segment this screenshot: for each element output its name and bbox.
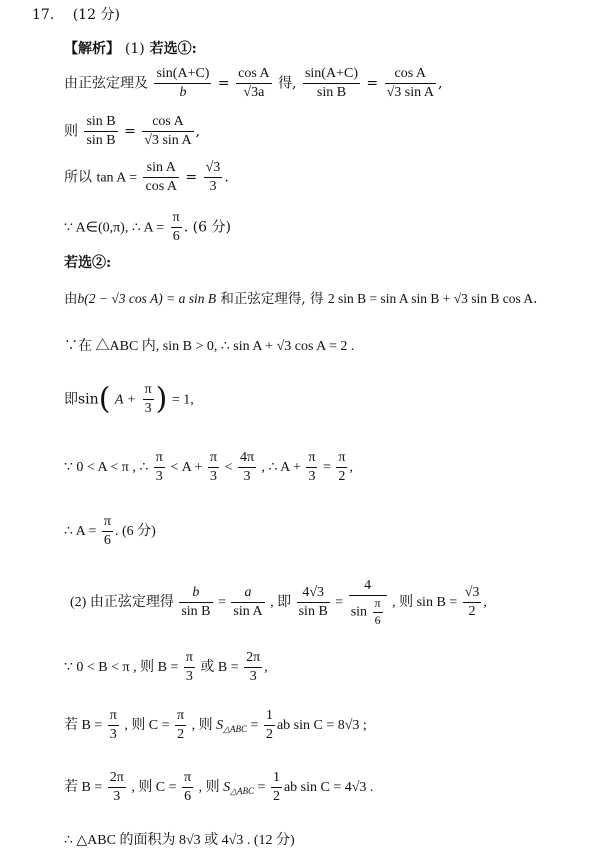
frac-den: sin B <box>298 604 328 620</box>
equation-line-3: 所以 tan A = $\frac{\text{sin A}}{\text{cos A}}$ = $\frac{√3}{3}$ . <box>64 160 229 195</box>
frac-num: π <box>102 514 113 532</box>
frac-den: 3 <box>210 469 217 485</box>
frac-num: sin(A+C) <box>154 66 211 84</box>
choose-1-label: 若选①: <box>149 41 197 57</box>
text: = 1, <box>171 392 194 408</box>
frac-num: π <box>184 650 195 668</box>
frac-den: b <box>179 85 187 101</box>
text: . (6 分) <box>183 219 231 236</box>
text: 若 B = <box>64 717 103 733</box>
frac-num: π <box>373 597 383 613</box>
frac-den: cos A <box>145 179 177 195</box>
frac-den: 3 <box>155 469 163 485</box>
frac-den: 3 <box>144 401 152 417</box>
text: ∵ 0 < B < π , 则 B = <box>64 659 179 675</box>
equation-line-10: (2) 由正弦定理得 $\frac{b}{\text{sin B}}$ = $\frac{a}{\text{sin A}}$ , 即 $\frac{4√3}{\text{sin B}}$ = 4 sin $\frac{\pi}{6}$ , 则 sin B = $\frac{√3}{2}$ , <box>70 578 487 627</box>
text: , 则 C = <box>124 717 170 733</box>
frac-den: √3a <box>243 85 265 101</box>
text: 得, <box>278 75 297 92</box>
area-subscript: △ABC <box>230 785 255 796</box>
text: , <box>437 75 443 92</box>
text: 和正弦定理得, 得 <box>220 291 324 307</box>
frac-num: 1 <box>271 770 282 788</box>
text: = <box>257 779 269 795</box>
frac-num: π <box>208 450 219 468</box>
equation-line-8 <box>64 450 353 485</box>
problem-points: (12 分) <box>72 7 120 23</box>
frac-num: b <box>179 585 212 603</box>
equation-line-9 <box>64 514 156 549</box>
frac-num: 1 <box>264 708 275 726</box>
frac-den: 3 <box>249 669 257 685</box>
equation-line-5 <box>64 292 537 307</box>
frac-num: cos A <box>236 66 272 84</box>
math-text: A + <box>114 392 137 408</box>
frac-num: π <box>108 708 119 726</box>
frac-den: 6 <box>172 229 180 245</box>
text: , <box>264 659 268 675</box>
frac-den: 3 <box>243 469 251 485</box>
text: , 则 <box>191 717 213 733</box>
text: 由正弦定理及 <box>64 75 148 92</box>
frac-den: 3 <box>113 789 121 805</box>
text: 若 B = <box>64 779 103 795</box>
frac-den: 6 <box>103 533 111 549</box>
frac-den: 2 <box>177 727 185 743</box>
frac-num: π <box>171 210 182 228</box>
text: ∴ A = <box>64 523 97 539</box>
text: 即sin <box>64 391 99 408</box>
text: 由 <box>64 291 78 307</box>
choose-2-label: 若选②: <box>64 255 112 271</box>
text: ab sin C = 4√3 . <box>283 779 374 795</box>
problem-header <box>32 8 120 22</box>
frac-num: 4√3 <box>297 585 330 603</box>
frac-den: 2 <box>338 469 346 485</box>
frac-den: 2 <box>265 727 273 743</box>
frac-num: 2π <box>108 770 126 788</box>
frac-num: cos A <box>385 66 436 84</box>
text: , <box>195 123 201 140</box>
frac-den: 3 <box>109 727 117 743</box>
text: = <box>322 459 331 475</box>
frac-den: 2 <box>272 789 280 805</box>
frac-num: cos A <box>142 114 193 132</box>
text: , ∴ A + <box>261 459 301 475</box>
frac-num: π <box>154 450 165 468</box>
frac-den: sin B <box>86 133 116 149</box>
frac-num: π <box>182 770 193 788</box>
analysis-label: 【解析】 <box>64 41 120 57</box>
text: = <box>250 717 262 733</box>
frac-den: 6 <box>184 789 192 805</box>
text: , 则 C = <box>131 779 177 795</box>
text: , <box>349 459 353 475</box>
text: . <box>533 291 538 307</box>
equation-line-1: 由正弦定理及 $\frac{\sin(A+C)}{b}$ = $\frac{\text{cos A}}{√3a}$ 得, $\frac{\sin(A+C)}{\text{sin B}}$ = $\frac{\text{cos A}}{\text{√3 sin A}}$ , <box>64 66 443 101</box>
text: ∵ A∈(0,π), ∴ A = <box>64 220 165 236</box>
frac-num: √3 <box>204 160 223 178</box>
text: , 则 sin B = <box>392 595 458 611</box>
text: ∵ 0 < A < π , ∴ <box>64 459 149 475</box>
frac-num: 4π <box>238 450 256 468</box>
analysis-line <box>64 42 197 56</box>
frac-num: π <box>143 382 154 400</box>
text: 所以 <box>64 169 92 186</box>
equation-line-7: 即sin( A + $\frac{\pi}{3}$ ) = 1, <box>64 381 194 417</box>
frac-den: 3 <box>209 179 217 195</box>
frac-num: sin A <box>143 160 179 178</box>
frac-num: sin B <box>84 114 117 132</box>
frac-den: 6 <box>374 612 381 627</box>
frac-den: sin <box>350 604 368 620</box>
equation-line-11 <box>64 650 268 685</box>
text: , 则 <box>198 779 220 795</box>
frac-num: √3 <box>463 585 482 603</box>
text: < <box>224 459 233 475</box>
equation-line-12 <box>64 708 367 743</box>
frac-den: sin A <box>233 604 263 620</box>
frac-num: π <box>336 450 347 468</box>
problem-number: 17. <box>32 7 55 23</box>
frac-den: sin B <box>316 85 347 101</box>
math-text: tan A = <box>96 170 138 186</box>
equation-line-6: ∵在 △ABC 内, sin B > 0, ∴ sin A + √3 cos A = 2 . <box>64 339 355 354</box>
equation-line-4 <box>64 210 231 245</box>
text: , <box>483 595 487 611</box>
frac-num: 4 <box>349 578 387 596</box>
text: ab sin C = 8√3 ; <box>276 717 367 733</box>
area-symbol: S <box>216 717 224 733</box>
frac-den: 3 <box>308 469 316 485</box>
frac-num: a <box>231 585 264 603</box>
frac-den: √3 sin A <box>144 133 192 149</box>
frac-den: sin B <box>181 604 211 620</box>
equation-line-14: ∴ △ABC 的面积为 8√3 或 4√3 . (12 分) <box>64 833 295 848</box>
frac-den: √3 sin A <box>386 85 434 101</box>
frac-num: 2π <box>244 650 262 668</box>
text: < A + <box>170 459 203 475</box>
frac-num: π <box>175 708 186 726</box>
equation-line-2: 则 $\frac{\text{sin B}}{\text{sin B}}$ = $\frac{\text{cos A}}{\text{√3 sin A}}$ , <box>64 114 201 149</box>
equation-line-13 <box>64 770 373 805</box>
area-symbol: S <box>223 779 231 795</box>
text: 则 <box>64 123 78 140</box>
frac-den: 3 <box>185 669 193 685</box>
text: (2) 由正弦定理得 <box>70 595 174 611</box>
math-text: 2 sin B = sin A sin B + √3 sin B cos A <box>327 291 534 306</box>
math-text: b(2 − √3 cos A) = a sin B <box>77 291 217 306</box>
text: , 即 <box>270 595 292 611</box>
area-subscript: △ABC <box>223 723 248 734</box>
frac-num: π <box>306 450 317 468</box>
frac-num: sin(A+C) <box>303 66 360 84</box>
text: . <box>224 169 229 186</box>
text: . (6 分) <box>114 523 156 539</box>
text: 或 B = <box>200 659 239 675</box>
part1-label: (1) <box>124 41 145 57</box>
frac-den: 2 <box>468 604 476 620</box>
